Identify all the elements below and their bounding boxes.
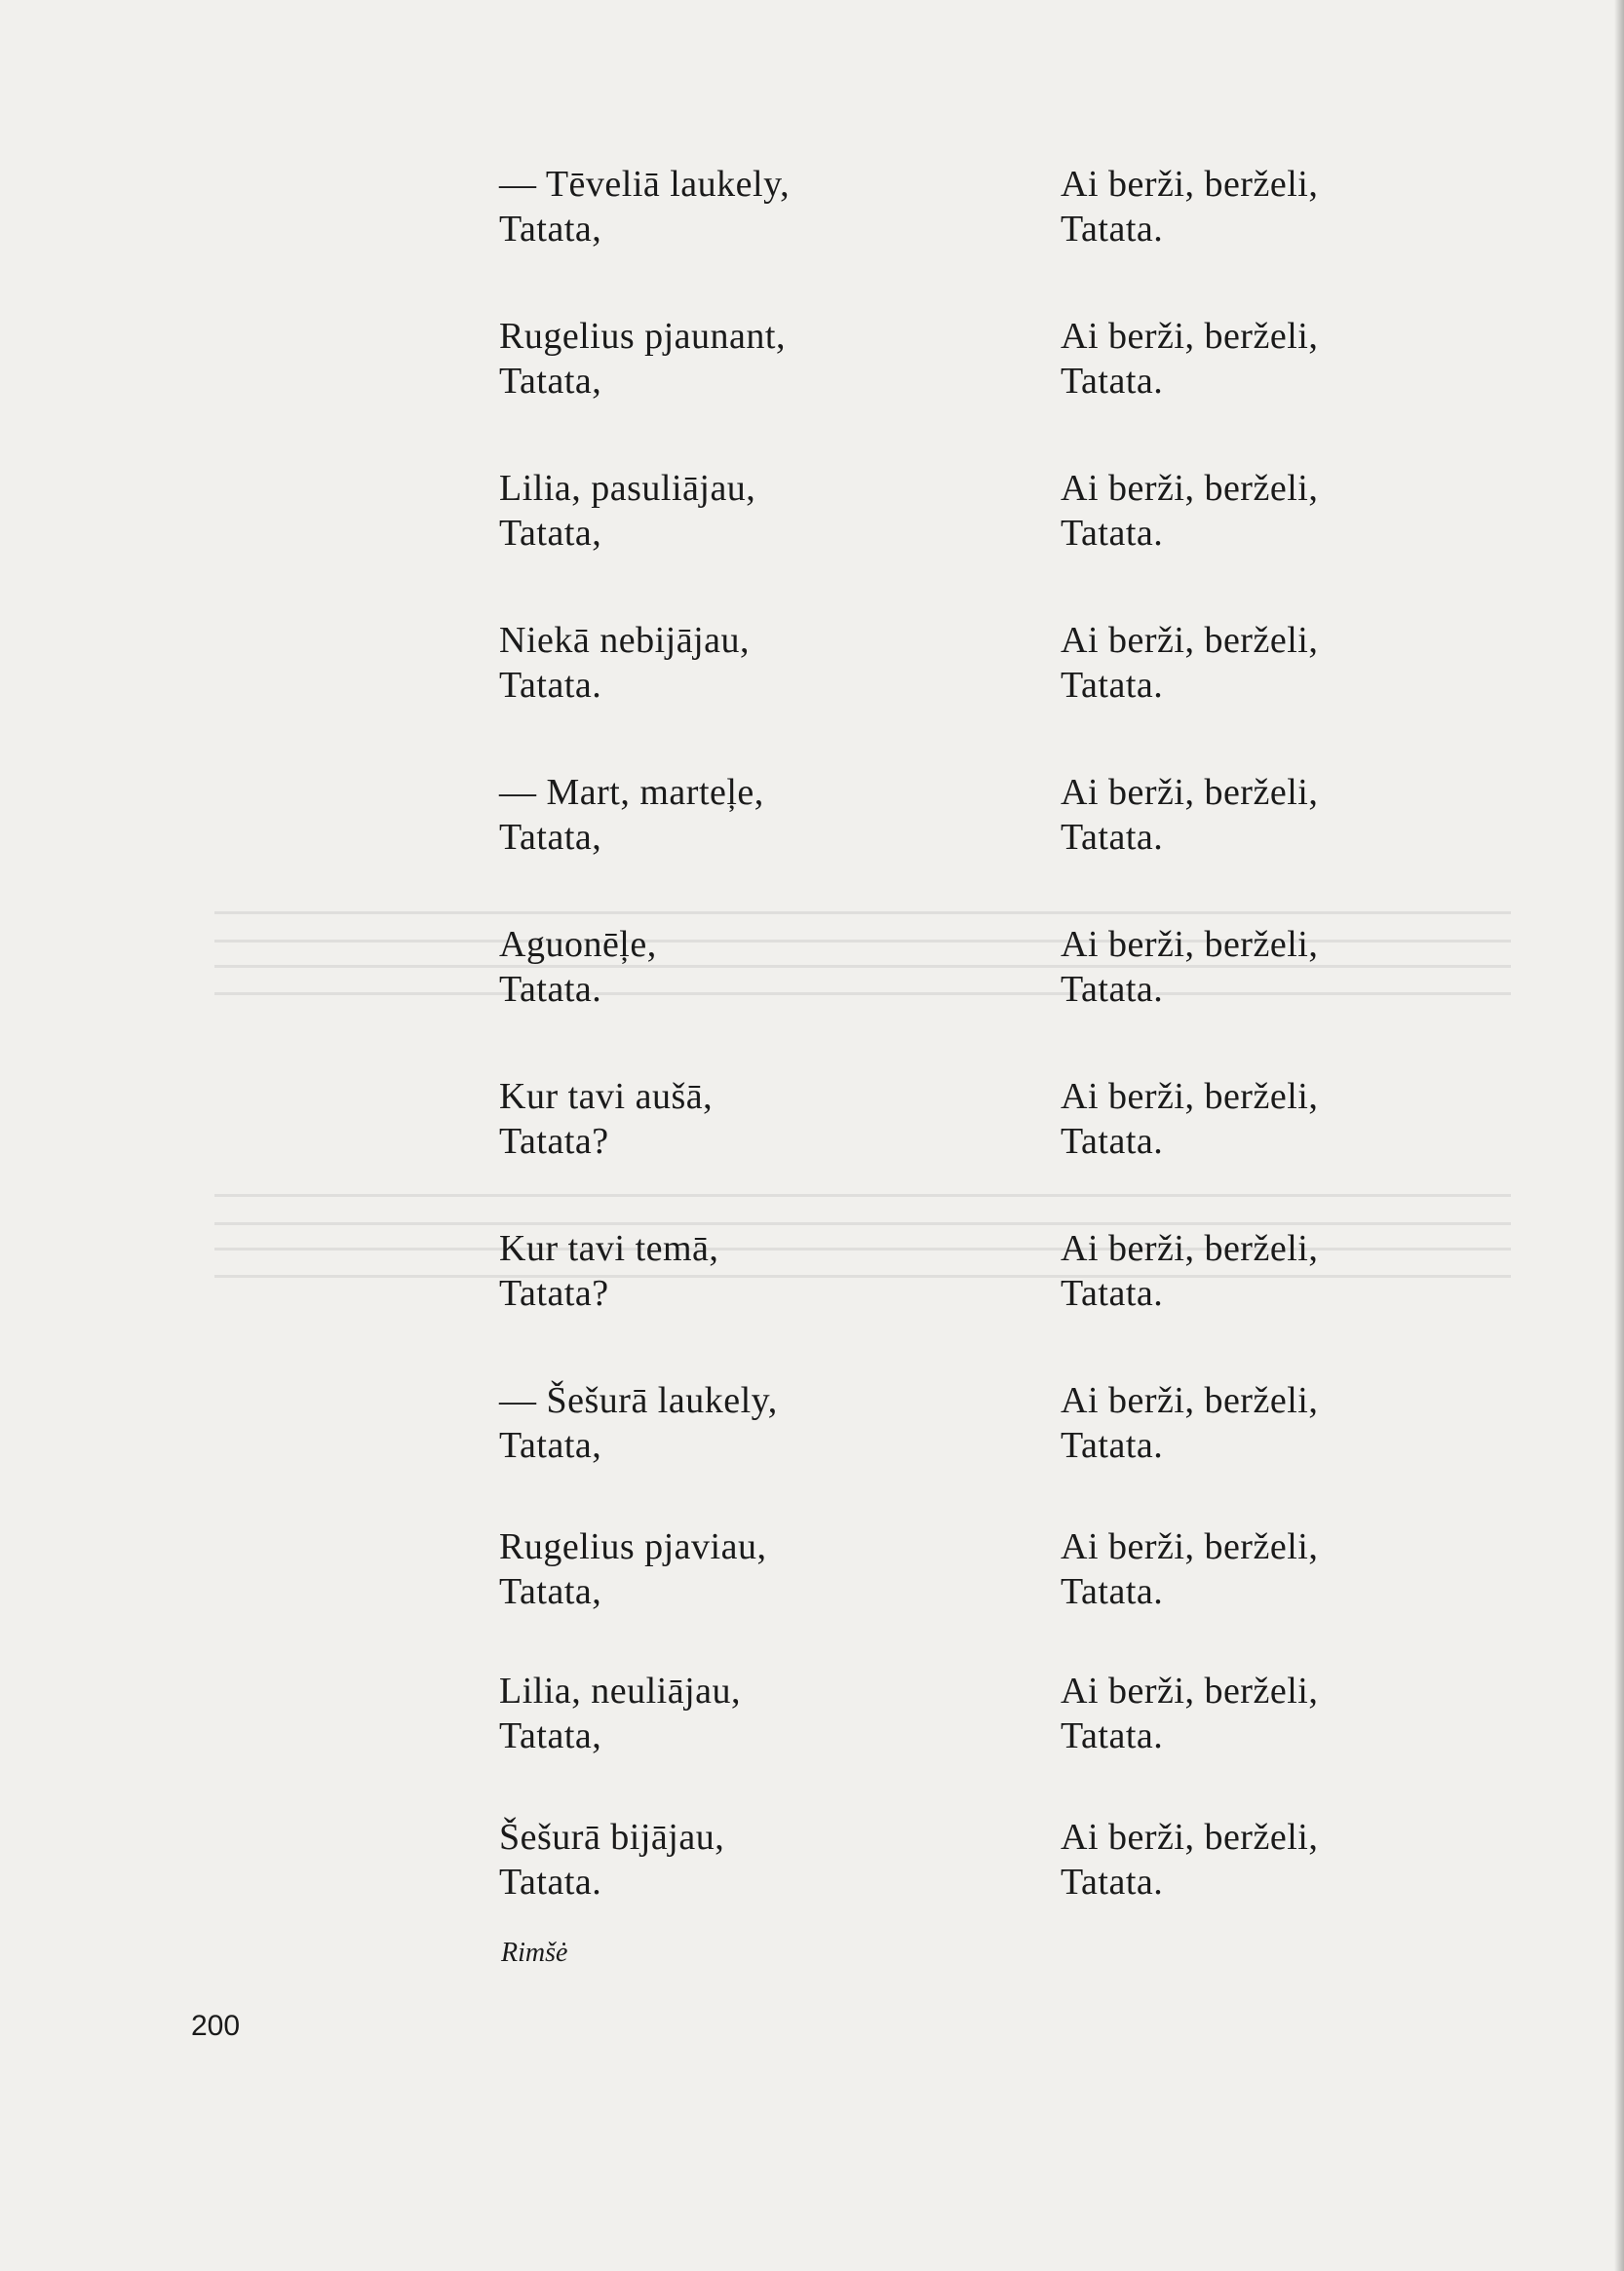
verse-line: Tatata? <box>499 1121 609 1162</box>
refrain-line: Ai berži, berželi, <box>1061 772 1319 813</box>
verse-line: Kur tavi aušā, <box>499 1076 714 1117</box>
verse-line: Tatata, <box>499 817 602 858</box>
verse-line: Kur tavi temā, <box>499 1228 719 1269</box>
refrain-line: Ai berži, berželi, <box>1061 164 1319 205</box>
verse-line: Tatata? <box>499 1273 609 1314</box>
refrain-line: Ai berži, berželi, <box>1061 924 1319 965</box>
verse-line: Rugelius pjaunant, <box>499 316 786 357</box>
refrain-line: Tatata. <box>1061 361 1164 402</box>
stanza-7 <box>0 1074 1624 1181</box>
verse-line: Lilia, neuliājau, <box>499 1671 742 1712</box>
refrain-line: Tatata. <box>1061 817 1164 858</box>
verse-line: — Tēveliā laukely, <box>499 164 791 205</box>
refrain-line: Ai berži, berželi, <box>1061 1526 1319 1567</box>
verse-line: Tatata, <box>499 513 602 554</box>
refrain-line: Tatata. <box>1061 1715 1164 1756</box>
refrain-line: Tatata. <box>1061 1425 1164 1466</box>
stanza-5 <box>0 770 1624 877</box>
refrain-line: Tatata. <box>1061 1862 1164 1903</box>
refrain-line: Ai berži, berželi, <box>1061 1671 1319 1712</box>
stanza-8 <box>0 1226 1624 1333</box>
stanza-9 <box>0 1378 1624 1485</box>
stanza-11 <box>0 1669 1624 1776</box>
verse-line: Tatata, <box>499 1715 602 1756</box>
verse-line: Tatata. <box>499 1862 602 1903</box>
refrain-line: Tatata. <box>1061 513 1164 554</box>
stanza-10 <box>0 1524 1624 1632</box>
verse-line: Rugelius pjaviau, <box>499 1526 767 1567</box>
refrain-line: Tatata. <box>1061 1273 1164 1314</box>
page-edge-shadow <box>1614 0 1624 2271</box>
verse-line: Tatata. <box>499 665 602 706</box>
verse-line: Šešurā bijājau, <box>499 1817 725 1858</box>
verse-line: Tatata. <box>499 969 602 1010</box>
verse-line: Aguonēļe, <box>499 924 657 965</box>
page-number: 200 <box>191 2010 241 2042</box>
refrain-line: Ai berži, berželi, <box>1061 1817 1319 1858</box>
song-source-attribution: Rimšė <box>501 1938 568 1968</box>
refrain-line: Ai berži, berželi, <box>1061 316 1319 357</box>
stanza-1 <box>0 162 1624 269</box>
stanza-12 <box>0 1815 1624 1922</box>
verse-line: — Mart, marteļe, <box>499 772 764 813</box>
verse-line: Lilia, pasuliājau, <box>499 468 756 509</box>
refrain-line: Tatata. <box>1061 1571 1164 1612</box>
stanza-4 <box>0 618 1624 725</box>
refrain-line: Tatata. <box>1061 1121 1164 1162</box>
refrain-line: Tatata. <box>1061 969 1164 1010</box>
verse-line: Tatata, <box>499 1571 602 1612</box>
stanza-2 <box>0 314 1624 421</box>
refrain-line: Ai berži, berželi, <box>1061 1228 1319 1269</box>
verse-line: — Šešurā laukely, <box>499 1380 778 1421</box>
verse-line: Tatata, <box>499 209 602 250</box>
refrain-line: Tatata. <box>1061 209 1164 250</box>
verse-line: Tatata, <box>499 1425 602 1466</box>
refrain-line: Tatata. <box>1061 665 1164 706</box>
refrain-line: Ai berži, berželi, <box>1061 468 1319 509</box>
stanza-3 <box>0 466 1624 573</box>
stanza-6 <box>0 922 1624 1029</box>
verse-line: Niekā nebijājau, <box>499 620 751 661</box>
refrain-line: Ai berži, berželi, <box>1061 620 1319 661</box>
refrain-line: Ai berži, berželi, <box>1061 1380 1319 1421</box>
verse-line: Tatata, <box>499 361 602 402</box>
refrain-line: Ai berži, berželi, <box>1061 1076 1319 1117</box>
